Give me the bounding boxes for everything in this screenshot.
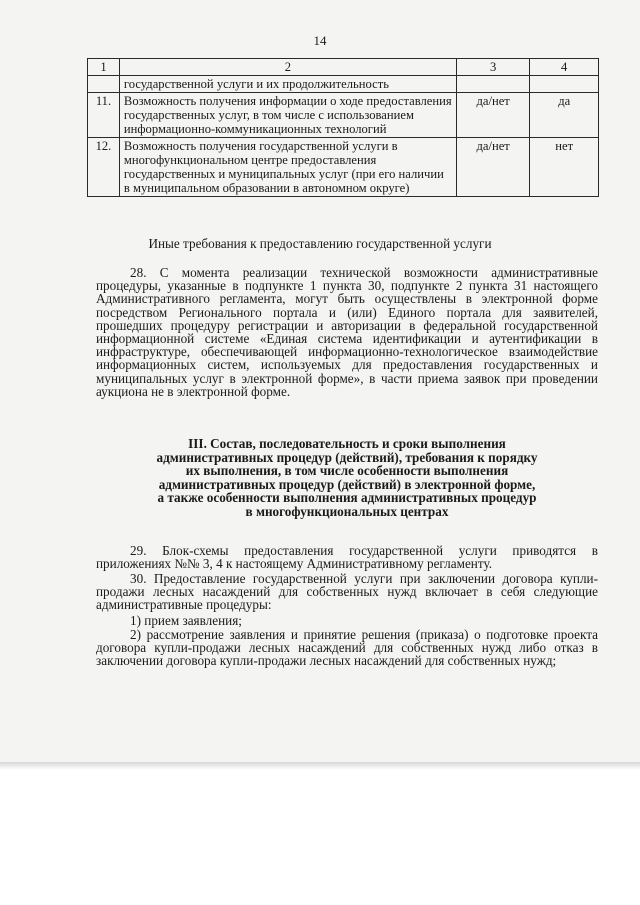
heading-line: их выполнения, в том числе особенности выполнения bbox=[185, 463, 509, 479]
requirements-table bbox=[87, 58, 599, 197]
heading-line: III. Состав, последовательность и сроки выполнения bbox=[188, 436, 506, 451]
section-subtitle: Иные требования к предоставлению государственной услуги bbox=[148, 236, 492, 251]
row-value bbox=[530, 76, 599, 93]
paragraph-30: 30. Предоставление государственной услуги при заключении договора купли-продажи лесных насаждений для собственных нужд включает в себя следующие административные процедуры: bbox=[96, 571, 598, 613]
paragraph-30-item-2: 2) рассмотрение заявления и принятие решения (приказа) о подготовке проекта договора купли-продажи лесных насаждений для собственных нужд либо отказ в заключении договора купли-продажи лесных насаждений для собственных нужд; bbox=[96, 627, 598, 669]
row-number bbox=[88, 76, 120, 93]
row-value: нет bbox=[530, 138, 599, 197]
row-unit bbox=[456, 76, 530, 93]
row-number: 11. bbox=[88, 93, 120, 138]
row-text: Возможность получения информации о ходе предоставления государственных услуг, в том числе с использованием информационно-коммуникационных технологий bbox=[119, 93, 456, 138]
table-row bbox=[88, 93, 599, 138]
section-3-heading bbox=[96, 437, 598, 519]
paragraph-30-item-1: 1) прием заявления; bbox=[130, 613, 242, 628]
page-bottom-edge bbox=[0, 762, 640, 770]
row-text: Возможность получения государственной услуги в многофункциональном центре предоставления государственных и муниципальных услуг (при его наличии в муниципальном образовании в автономном округе) bbox=[119, 138, 456, 197]
table-row bbox=[88, 138, 599, 197]
header-cell: 3 bbox=[456, 59, 530, 76]
heading-line: административных процедур (действий) в электронной форме, bbox=[158, 476, 536, 492]
paragraph-29: 29. Блок-схемы предоставления государственной услуги приводятся в приложениях №№ 3, 4 к настоящему Административному регламенту. bbox=[96, 543, 598, 572]
row-unit: да/нет bbox=[456, 93, 530, 138]
heading-line: в многофункциональных центрах bbox=[245, 503, 449, 519]
heading-line: а также особенности выполнения административных процедур bbox=[157, 490, 537, 506]
header-cell: 2 bbox=[119, 59, 456, 76]
row-value: да bbox=[530, 93, 599, 138]
paragraph-28: 28. С момента реализации технической возможности административные процедуры, указанные в подпункте 1 пункта 30, подпункте 2 пункта 31 настоящего Административного регламента, могут быть осуществлены в электронной форме посредством Регионального портала и (или) Единого портала для заявителей, прошедших процедуру регистрации и авторизации в федеральной государственной информационной системе «Единая система идентификации и аутентификации в инфраструктуре, обеспечивающей информационно-технологическое взаимодействие информационных систем, используемых для предоставления государственных и муниципальных услуг в электронной форме», в части приема заявок при проведении аукциона не в электронной форме. bbox=[96, 265, 598, 399]
header-cell: 4 bbox=[530, 59, 599, 76]
table-row bbox=[88, 76, 599, 93]
row-text: государственной услуги и их продолжительность bbox=[119, 76, 456, 93]
page-number: 14 bbox=[313, 33, 327, 48]
row-unit: да/нет bbox=[456, 138, 530, 197]
heading-line: административных процедур (действий), требования к порядку bbox=[156, 449, 538, 465]
table-header-row bbox=[88, 59, 599, 76]
row-number: 12. bbox=[88, 138, 120, 197]
header-cell: 1 bbox=[88, 59, 120, 76]
